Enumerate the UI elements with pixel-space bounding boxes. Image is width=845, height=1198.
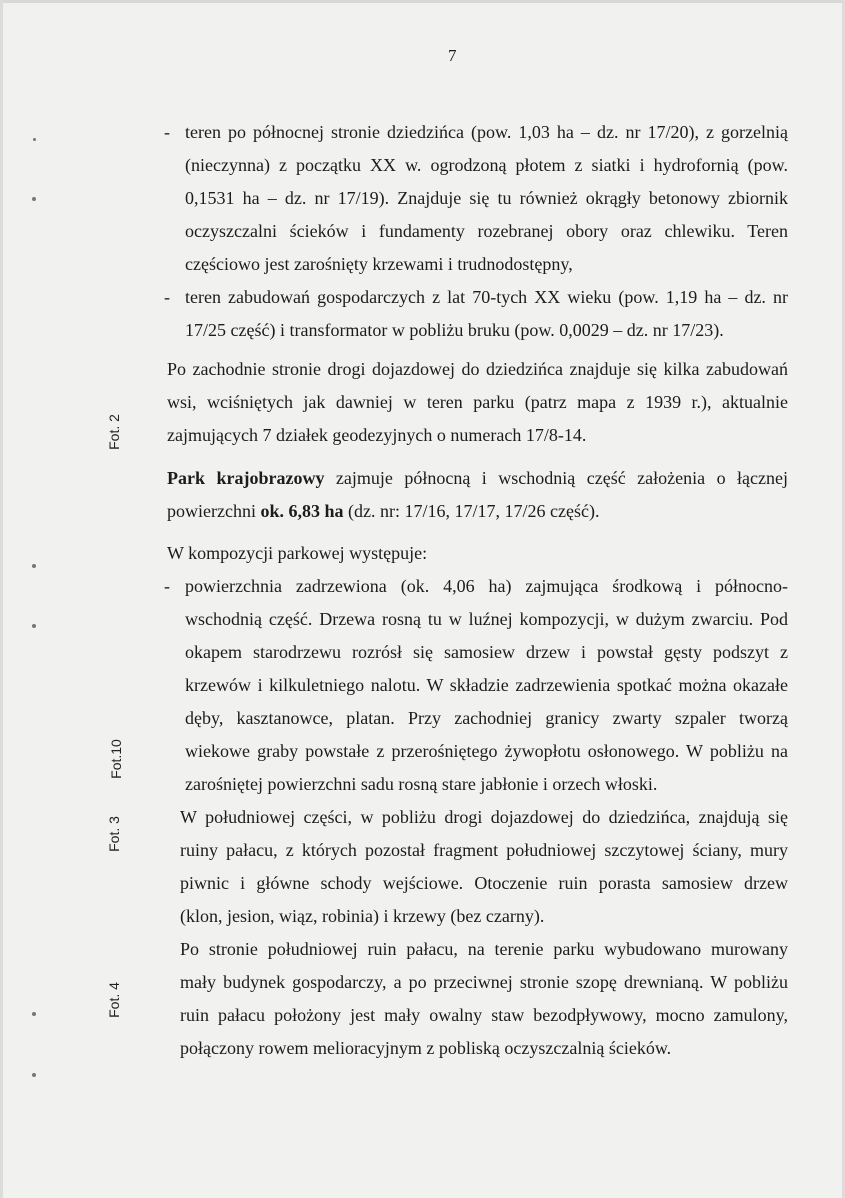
text-line: ruiny pałacu, z których pozostał fragment południowej szczytowej ściany, mury xyxy=(180,840,788,860)
list-dash: - xyxy=(164,122,170,142)
binder-hole-mark xyxy=(32,1073,36,1077)
text-line: okapem starodrzewu rozrósł się samosiew drzew i powstał gęsty podszyt z xyxy=(185,642,788,662)
text-line: teren po północnej stronie dziedzińca (pow. 1,03 ha – dz. nr 17/20), z gorzelnią xyxy=(185,122,788,142)
text-line: oczyszczalni ścieków i fundamenty rozebranej obory oraz chlewiku. Teren xyxy=(185,221,788,241)
text-line xyxy=(167,467,788,489)
text-line: wsi, wciśniętych jak dawniej w teren parku (patrz mapa z 1939 r.), aktualnie xyxy=(167,392,788,412)
text-span: zajmuje północną i wschodnią część założenia o łącznej xyxy=(324,468,788,488)
text-line: powierzchnia zadrzewiona (ok. 4,06 ha) zajmująca środkową i północno- xyxy=(185,576,788,596)
binder-hole-mark xyxy=(32,197,36,201)
binder-hole-mark xyxy=(32,624,36,628)
text-line: teren zabudowań gospodarczych z lat 70-tych XX wieku (pow. 1,19 ha – dz. nr xyxy=(185,287,788,307)
text-line: mały budynek gospodarczy, a po przeciwnej stronie szopę drewnianą. W pobliżu xyxy=(180,972,788,992)
text-line: (klon, jesion, wiąz, robinia) i krzewy (bez czarny). xyxy=(180,906,545,926)
text-line: częściowo jest zarośnięty krzewami i trudnodostępny, xyxy=(185,254,573,274)
margin-label-fot3: Fot. 3 xyxy=(105,816,122,852)
text-line: (nieczynna) z początku XX w. ogrodzoną płotem z siatki i hydrofornią (pow. xyxy=(185,155,788,175)
binder-hole-mark xyxy=(32,1012,36,1016)
text-line: Po stronie południowej ruin pałacu, na terenie parku wybudowano murowany xyxy=(180,939,788,959)
margin-label-fot2: Fot. 2 xyxy=(105,414,122,450)
scan-edge-left xyxy=(0,0,3,1198)
text-line: piwnic i główne schody wejściowe. Otoczenie ruin porasta samosiew drzew xyxy=(180,873,788,893)
margin-label-fot4: Fot. 4 xyxy=(105,982,122,1018)
text-line: zarośniętej powierzchni sadu rosną stare jabłonie i orzech włoski. xyxy=(185,774,658,794)
text-line: W kompozycji parkowej występuje: xyxy=(167,543,428,563)
text-line: dęby, kasztanowce, platan. Przy zachodniej granicy zwarty szpaler tworzą xyxy=(185,708,788,728)
scan-edge-top xyxy=(0,0,845,3)
text-line xyxy=(167,500,599,522)
text-span: (dz. nr: 17/16, 17/17, 17/26 część). xyxy=(343,501,600,521)
text-line: W południowej części, w pobliżu drogi dojazdowej do dziedzińca, znajdują się xyxy=(180,807,788,827)
list-dash: - xyxy=(164,287,170,307)
list-dash: - xyxy=(164,576,170,596)
text-line: wiekowe graby powstałe z przerośniętego żywopłotu osłonowego. W pobliżu na xyxy=(185,741,788,761)
text-line: wschodnią część. Drzewa rosną tu w luźnej kompozycji, w dużym zwarciu. Pod xyxy=(185,609,788,629)
bold-term: ok. 6,83 ha xyxy=(260,501,344,521)
text-line: krzewów i kilkuletniego nalotu. W składzie zadrzewienia spotkać można okazałe xyxy=(185,675,788,695)
text-line: 17/25 część) i transformator w pobliżu bruku (pow. 0,0029 – dz. nr 17/23). xyxy=(185,320,724,340)
binder-hole-mark xyxy=(32,564,36,568)
text-line: Po zachodnie stronie drogi dojazdowej do dziedzińca znajduje się kilka zabudowań xyxy=(167,359,788,379)
binder-hole-mark xyxy=(33,138,36,141)
page-number: 7 xyxy=(448,46,457,65)
margin-label-fot10: Fot.10 xyxy=(107,739,124,779)
bold-term: Park krajobrazowy xyxy=(167,468,325,488)
text-line: połączony rowem melioracyjnym z pobliską oczyszczalnią ścieków. xyxy=(180,1038,672,1058)
text-span: powierzchni xyxy=(167,501,261,521)
text-line: zajmujących 7 działek geodezyjnych o numerach 17/8-14. xyxy=(167,425,587,445)
text-line: 0,1531 ha – dz. nr 17/19). Znajduje się tu również okrągły betonowy zbiornik xyxy=(185,188,788,208)
text-line: ruin pałacu położony jest mały owalny staw bezodpływowy, mocno zamulony, xyxy=(180,1005,788,1025)
